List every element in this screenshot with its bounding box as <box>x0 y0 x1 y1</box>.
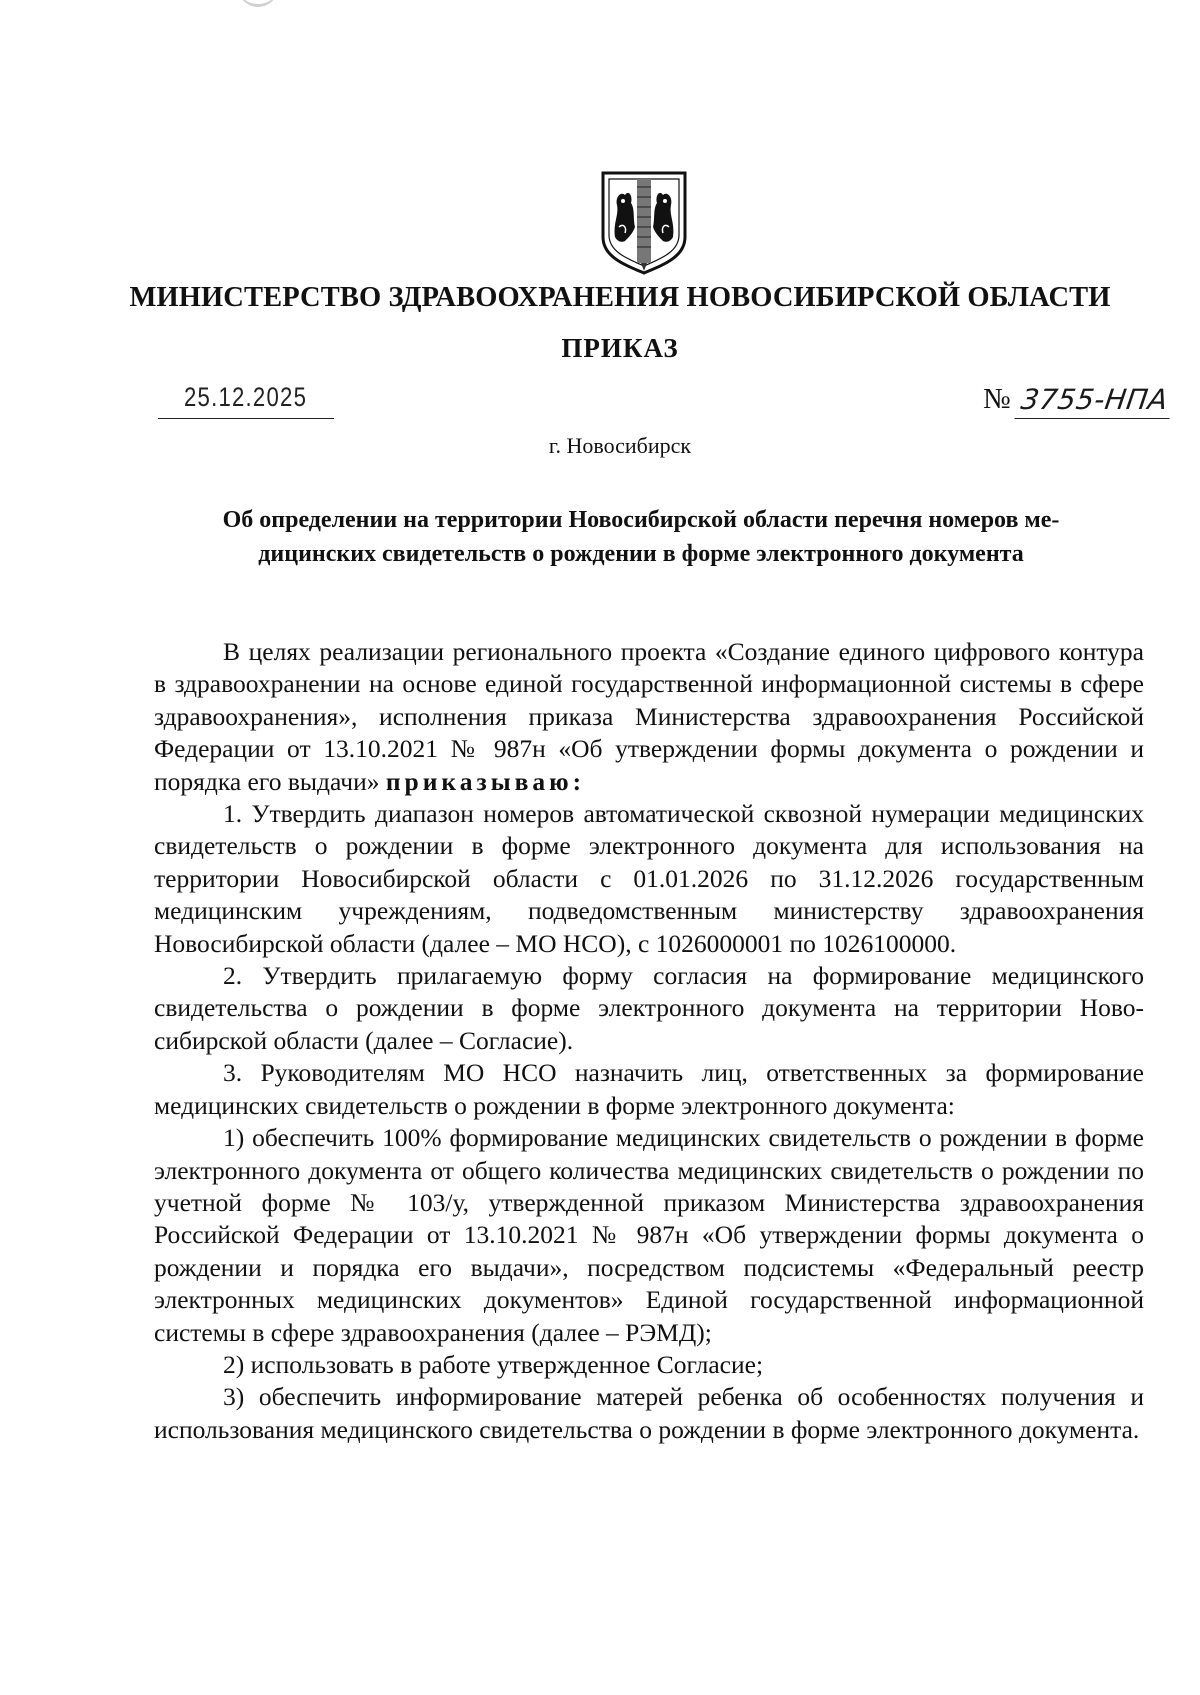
preamble-text: В целях реализации регионального проекта «Создание единого цифрового контура в здравоохранении на основе единой государственной информационной системы в сфере здравоохранения», исполнения приказа Министерства здравоохранения Российской Федерации от 13.10.2021 № 987н «Об утверждении формы документа о рождении и порядка его выдачи» <box>154 637 1144 796</box>
number-sign: № <box>983 383 1011 415</box>
order-number: 3755-НПА <box>1014 383 1174 419</box>
city: г. Новосибирск <box>548 433 692 458</box>
preamble-paragraph <box>154 636 1144 798</box>
order-word: приказываю: <box>385 766 586 796</box>
order-subject <box>150 503 1132 571</box>
order-number-field <box>983 383 1171 419</box>
item-3: 3. Руководителям МО НСО назначить лиц, ответственных за формирование медицинских свидетельств о рождении в форме электронного документа: <box>154 1058 1144 1120</box>
order-date-field <box>158 380 334 419</box>
subitem-3: 3) обеспечить информирование матерей ребенка об особенностях получения и использования медицинского свидетельства о рождении в форме электронного документа. <box>154 1382 1144 1444</box>
scan-artifact <box>238 0 278 7</box>
order-body <box>154 636 1144 1446</box>
order-date: 25.12.2025 <box>184 382 308 412</box>
item-1: 1. Утвердить диапазон номеров автоматической сквозной нумерации медицинских свидетельств о рождении в форме электронного документа для использования на территории Новосибирской области с 01.01.2026 по 31.12.2026 государственным медицинским учреждениям, подведомственным министерству здравоохранения Новосибирской области (далее – МО НСО), с 1026000001 по 1026100000. <box>154 799 1144 958</box>
item-2: 2. Утвердить прилагаемую форму согласия на формирование медицинского свидетельства о рождении в форме электронного документа на территории Новосибирской области (далее – Согласие). <box>154 961 1144 1055</box>
subject-line-1: Об определении на территории Новосибирской области перечня номеров ме- <box>222 507 1060 533</box>
ministry-name: МИНИСТЕРСТВО ЗДРАВООХРАНЕНИЯ НОВОСИБИРСКОЙ ОБЛАСТИ <box>129 282 1111 313</box>
subitem-2: 2) использовать в работе утвержденное Согласие; <box>223 1349 764 1379</box>
subject-line-2: дицинских свидетельств о рождении в форме электронного документа <box>258 541 1024 567</box>
subitem-1: 1) обеспечить 100% формирование медицинских свидетельств о рождении в форме электронного документа от общего количества медицинских свидетельств о рождении по учетной форме № 103/у, утвержденной приказом Министерства здравоохранения Российской Федерации от 13.10.2021 № 987н «Об утверждении формы документа о рождении и порядка его выдачи», посредством подсистемы «Федеральный реестр электронных медицинских документов» Единой государственной информационной системы в сфере здравоохранения (далее – РЭМД); <box>154 1123 1144 1347</box>
document-type: ПРИКАЗ <box>561 333 679 363</box>
coat-of-arms-emblem <box>597 167 691 275</box>
